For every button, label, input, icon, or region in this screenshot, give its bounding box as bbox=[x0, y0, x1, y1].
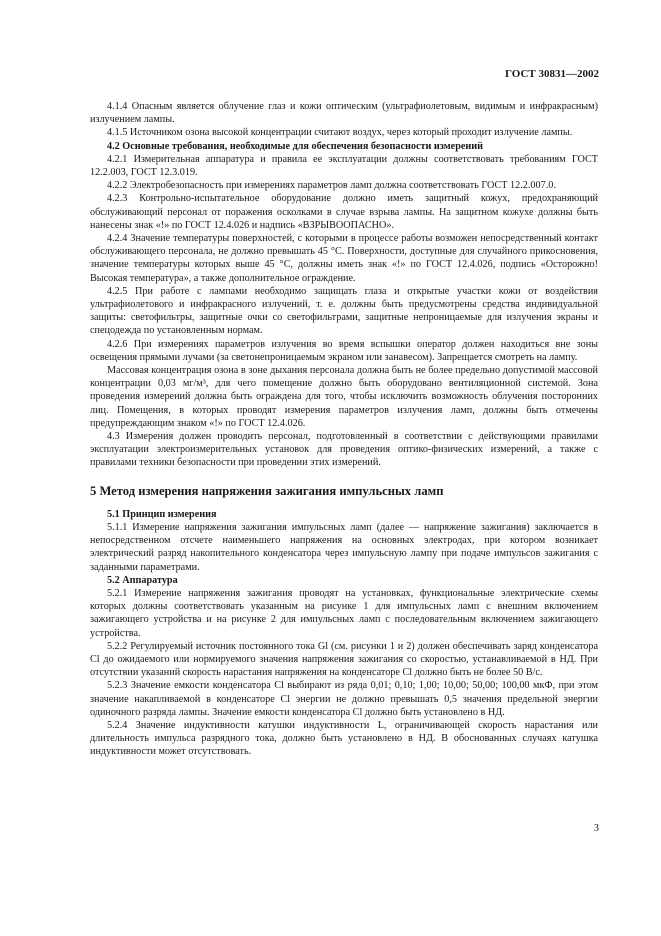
subsection-heading-5-2: 5.2 Аппаратура bbox=[107, 574, 178, 586]
paragraph-4-1-4: 4.1.4 Опасным является облучение глаз и кожи оптическим (ультрафиолетовым, видимым и инфракрасным) излучением лампы. bbox=[90, 101, 598, 126]
paragraph-4-2-3: 4.2.3 Контрольно-испытательное оборудование должно иметь защитный кожух, предохраняющий обслуживающий персонал от поражения осколками в случае взрыва лампы. На защитном кожухе должны быть нанесены знак «!» по ГОСТ 12.4.026 и надпись «ВЗРЫВООПАСНО». bbox=[90, 193, 598, 231]
paragraph-4-2-2: 4.2.2 Электробезопасность при измерениях параметров ламп должна соответствовать ГОСТ 12.2.007.0. bbox=[107, 180, 556, 192]
paragraph-5-2-4: 5.2.4 Значение индуктивности катушки индуктивности L, ограничивающей скорость нарастания или длительность импульса разрядного тока, должно быть установлено в НД. В обоснованных случаях катушка индуктивности может отсутствовать. bbox=[90, 719, 598, 758]
document-body bbox=[90, 100, 598, 759]
subsection-heading-5-1: 5.1 Принцип измерения bbox=[107, 508, 217, 520]
section-heading-5: 5 Метод измерения напряжения зажигания импульсных ламп bbox=[90, 483, 444, 498]
paragraph-5-2-3: 5.2.3 Значение емкости конденсатора Cl выбирают из ряда 0,01; 0,10; 1,00; 10,00; 50,00; 100,00 мкФ, при этом значение накапливаемой в конденсаторе Cl энергии не должно превышать 0,5 значения предельной энергии одиночного разряда лампы. Значение емкости конденсатора Cl должно быть установлено в НД. bbox=[90, 680, 598, 718]
paragraph-4-2-5: 4.2.5 При работе с лампами необходимо защищать глаза и открытые участки кожи от воздействия ультрафиолетового и инфракрасного излучений, т. е. должны быть предусмотрены средства индивидуальной защиты: светофильтры, защитные очки со светофильтрами, защитные непроницаемые для излучения экраны и спецодежда по установленным нормам. bbox=[90, 285, 598, 337]
page-number: 3 bbox=[593, 823, 599, 834]
document-header: ГОСТ 30831—2002 bbox=[505, 68, 599, 80]
subsection-heading-4-2: 4.2 Основные требования, необходимые для обеспечения безопасности измерений bbox=[107, 140, 483, 152]
paragraph-4-2-6: 4.2.6 При измерениях параметров излучения во время вспышки оператор должен находиться вне зоны освещения прямыми лучами (за светонепроницаемым экраном или занавесом). Запрещается смотреть на лампу. bbox=[90, 338, 598, 363]
paragraph-4-1-5: 4.1.5 Источником озона высокой концентрации считают воздух, через который проходит излучение лампы. bbox=[107, 127, 573, 139]
paragraph-4-2-1: 4.2.1 Измерительная аппаратура и правила ее эксплуатации должны соответствовать требованиям ГОСТ 12.2.003, ГОСТ 12.3.019. bbox=[90, 153, 598, 179]
paragraph-5-2-1: 5.2.1 Измерение напряжения зажигания проводят на установках, функциональные электрические схемы которых должны соответствовать указанным на рисунке 1 для импульсных ламп с внешним включением зажигающего устройства и на рисунке 2 для импульсных ламп с последовательным включением зажигающего устройства. bbox=[90, 587, 598, 639]
paragraph-4-2-4: 4.2.4 Значение температуры поверхностей, с которыми в процессе работы возможен непосредственный контакт обслуживающего персонала, не должно превышать 45 °С. Поверхности, доступные для случайного прикосновения, значение температуры которых выше 45 °С, должны иметь знак «!» по ГОСТ 12.4.026, подпись «Осторожно! Высокая температура», а также дополнительное ограждение. bbox=[90, 233, 598, 284]
paragraph-5-1-1: 5.1.1 Измерение напряжения зажигания импульсных ламп (далее — напряжение зажигания) заключается в непосредственном отсчете наименьшего напряжения на основных электродах, при котором возникает электрический разряд накопительного конденсатора через импульсную лампу при подаче импульсов зажигания с заданными параметрами. bbox=[90, 521, 598, 573]
paragraph-4-3: 4.3 Измерения должен проводить персонал, подготовленный в соответствии с действующими правилами эксплуатации электроизмерительных установок для проведения оптико-физических измерений, а также с правилами техники безопасности при проведении этих измерений. bbox=[90, 431, 598, 469]
paragraph-5-2-2: 5.2.2 Регулируемый источник постоянного тока Gl (см. рисунки 1 и 2) должен обеспечивать заряд конденсатора Cl до ожидаемого или нормируемого значения напряжения зажигания со скоростью, устанавливаемой в НД. При отсутствии указаний скорость нарастания напряжения на конденсаторе Cl должно быть не более 50 В/с. bbox=[90, 640, 598, 679]
paragraph-ozone: Массовая концентрация озона в зоне дыхания персонала должна быть не более предельно допустимой массовой концентрации 0,03 мг/м³, для чего помещение должно быть оборудовано вентиляционной системой. Зона проведения измерений должна быть ограждена для того, чтобы исключить возможность облучения посторонних лиц. Помещения, в которых проводят измерения параметров излучения ламп, должны быть отмечены предупреждающим знаком «!» по ГОСТ 12.4.026. bbox=[90, 365, 598, 429]
